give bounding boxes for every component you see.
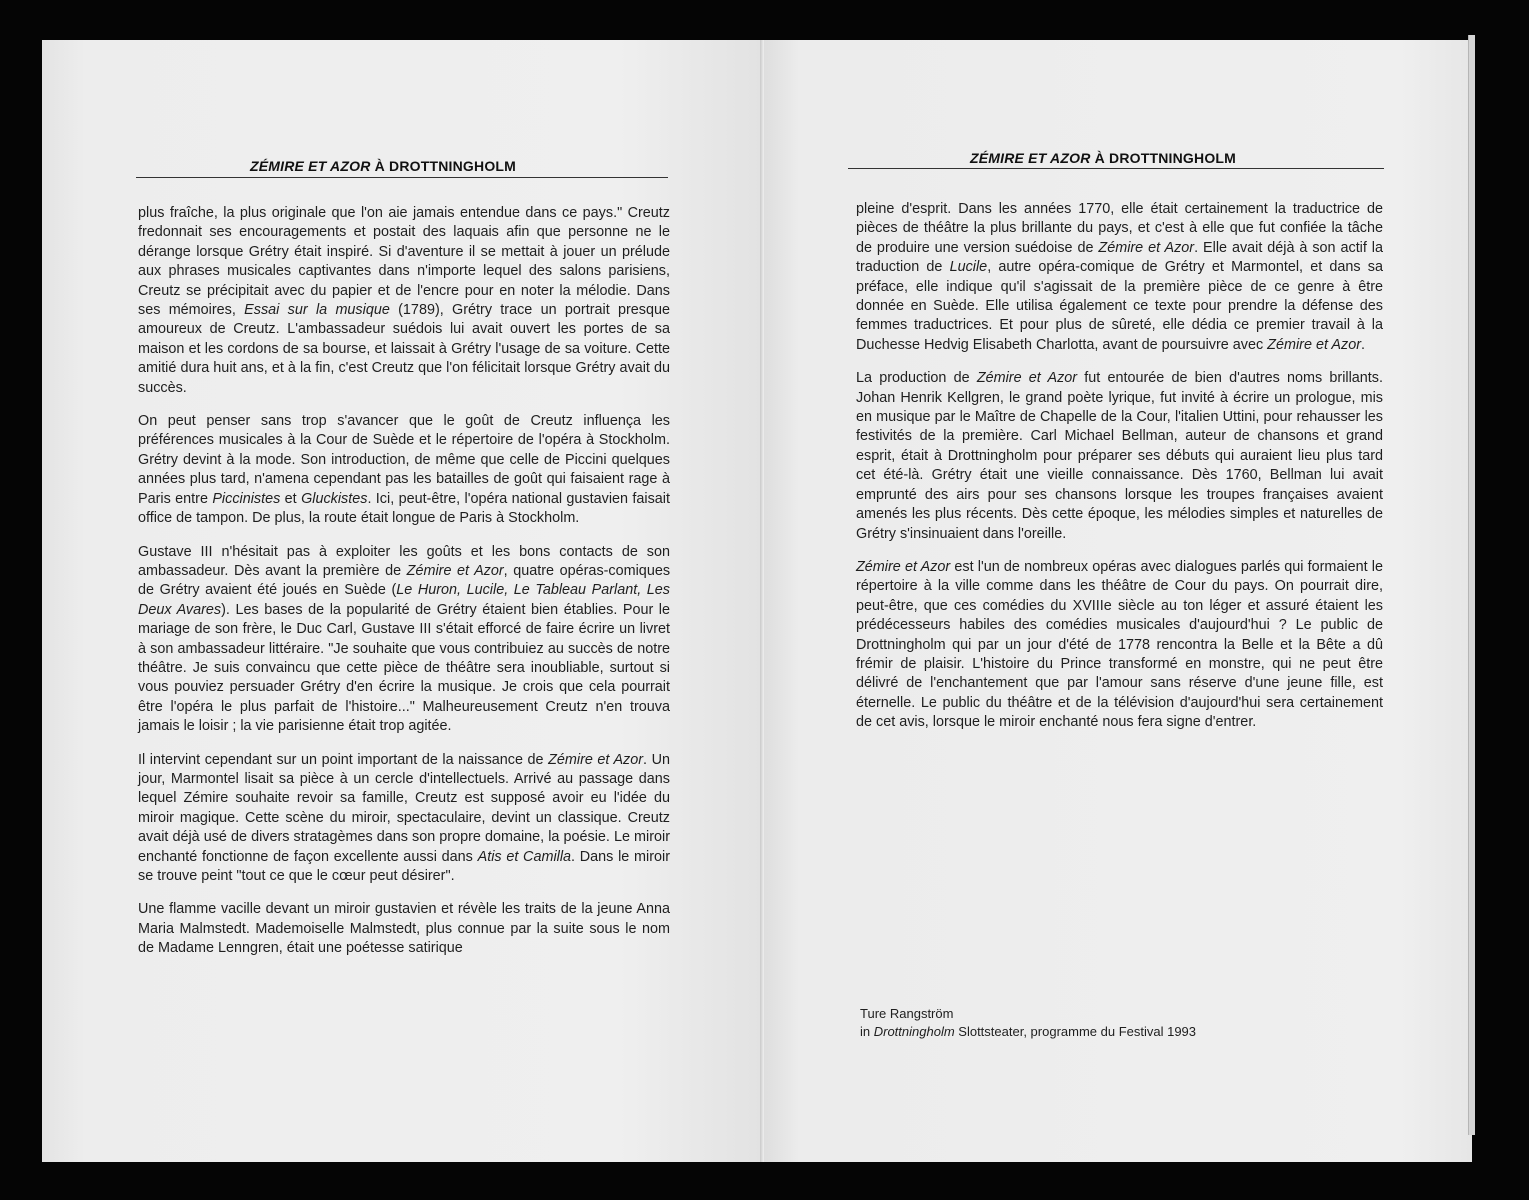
italic-text: Le Huron, Lucile, Le Tableau Parlant, Les Deux Avares (138, 582, 670, 618)
text-run: Une flamme vacille devant un miroir gustavien et révèle les traits de la jeune Anna Maria Malmstedt. Mademoiselle Malmstedt, plus connue par la suite sous le nom de Madame Lenngren, était une poétesse satirique (138, 901, 670, 957)
italic-text: Zémire et Azor (1098, 239, 1195, 256)
italic-text: Zémire et Azor (856, 558, 951, 575)
italic-text: Zémire et Azor (976, 370, 1078, 387)
paragraph (138, 204, 670, 398)
text-run: plus fraîche, la plus originale que l'on aie jamais entendue dans ce pays." Creutz fredonnait ses encouragements et postait des laquais afin que personne ne le dérange lorsque Grétry était inspiré. Si d'aventure il se mettait à jouer un prélude aux phrases musicales captivantes dans n'importe lequel des salons parisiens, Creutz se précipitait avec du papier et de l'encre pour en noter la mélodie. Dans ses mémoires, (138, 205, 670, 319)
text-run: . (1361, 336, 1365, 353)
right-page (764, 40, 1472, 1162)
italic-text: Zémire et Azor (406, 562, 504, 579)
text-run: , autre opéra-comique de Grétry et Marmontel, et dans sa préface, elle indique qu'il s'agissait de la première pièce de ce genre à être donnée en Suède. Elle utilisa également ce texte pour prendre la défense des femmes traductrices. Et pour plus de sûreté, elle dédia ce premier travail à la Duchesse Hedvig Elisabeth Charlotta, avant de poursuivre avec (856, 259, 1383, 353)
italic-text: Zémire et Azor (1267, 336, 1361, 353)
text-run: . Dans le miroir se trouve peint "tout ce que le cœur peut désirer". (138, 848, 671, 884)
running-head-title-rest: À DROTTNINGHOLM (1090, 150, 1237, 166)
running-head-title-rest: À DROTTNINGHOLM (370, 158, 517, 174)
running-head-title-italic: ZÉMIRE ET AZOR (250, 158, 371, 174)
italic-text: Essai sur la musique (244, 302, 390, 319)
signature-author: Ture Rangström (860, 1006, 954, 1021)
signature-source-rest: Slottsteater, programme du Festival 1993 (954, 1024, 1197, 1039)
paragraph (856, 369, 1383, 544)
right-text-column (856, 200, 1383, 747)
text-run: Gustave III n'hésitait pas à exploiter les goûts et les bons contacts de son ambassadeur. Dès avant la première de (138, 543, 670, 579)
text-run: Il intervint cependant sur un point important de la naissance de (138, 751, 549, 768)
italic-text: Gluckistes (301, 490, 368, 507)
left-running-head (250, 158, 516, 174)
text-run: fut entourée de bien d'autres noms brillants. Johan Henrik Kellgren, le grand poète lyrique, fut invité à écrire un prologue, mis en musique par le Maître de Chapelle de la Cour, l'italien Uttini, pour rehausser les festivités de la première. Carl Michael Bellman, auteur de chansons et grand esprit, était à Drottningholm pour préparer ses débuts qui auraient lieu plus tard cet été-là. Grétry était une vieille connaissance. Dès 1760, Bellman lui avait emprunté des airs pour ses chansons lorsque les troupes françaises avaient amenés les plus récents. Dès cette époque, les mélodies simples et naturelles de Grétry s'insinuaient dans l'oreille. (856, 370, 1383, 542)
paragraph (138, 751, 670, 887)
running-head-title-italic: ZÉMIRE ET AZOR (970, 150, 1091, 166)
text-run: . Un jour, Marmontel lisait sa pièce à un cercle d'intellectuels. Arrivé au passage dans lequel Zémire souhaite revoir sa famille, Creutz est supposé avoir eu l'idée du miroir magique. Cette scène du miroir, spectaculaire, devint un classique. Creutz avait déjà usé de divers stratagèmes dans son propre domaine, la poésie. Le miroir enchanté fonctionne de façon excellente aussi dans (138, 751, 670, 865)
text-run: pleine d'esprit. Dans les années 1770, elle était certainement la traductrice de pièces de théâtre la plus brillante du pays, et c'est à elle que fut confiée la tâche de produire une version suédoise de (856, 201, 1383, 256)
paragraph (138, 412, 670, 528)
left-head-rule (136, 177, 668, 178)
italic-text: Atis et Camilla (477, 848, 572, 865)
text-run: , quatre opéras-comiques de Grétry avaient été joués en Suède ( (138, 562, 671, 599)
text-run: est l'un de nombreux opéras avec dialogues parlés qui formaient le répertoire à la ville comme dans les théâtre de Cour du pays. On pourrait dire, peut-être, que ces comédies du XVIIIe siècle au ton léger et assuré étaient les prédécesseurs habiles des comédies musicales d'aujourd'hui ? Le public de Drottningholm qui par un jour d'été de 1778 rencontra la Belle et la Bête a dû frémir de plaisir. L'histoire du Prince transformé en monstre, qui ne peut être délivré de l'enchantement que par l'amour sans réserve d'une jeune fille, est éternelle. Le public du théâtre et de la télévision d'aujourd'hui sera certainement de cet avis, lorsque le miroir enchanté nous fera signe d'entrer. (856, 558, 1383, 731)
article-signature (860, 1005, 1380, 1041)
right-running-head (970, 150, 1236, 166)
italic-text: Lucile (949, 259, 988, 276)
right-head-rule (848, 168, 1384, 169)
text-run: On peut penser sans trop s'avancer que le goût de Creutz influença les préférences musicales à la Cour de Suède et le répertoire de l'opéra à Stockholm. Grétry devint à la mode. Son introduction, de même que celle de Piccini quelques années plus tard, n'amena cependant pas les batailles de goût qui faisaient rage à Paris entre (138, 413, 670, 507)
paragraph (138, 900, 670, 958)
right-page-edge (1468, 35, 1475, 1135)
paragraph (856, 200, 1383, 355)
paragraph (856, 558, 1383, 733)
paragraph (138, 543, 670, 737)
text-run: (1789), Grétry trace un portrait presque amoureux de Creutz. L'ambassadeur suédois lui avait ouvert les portes de sa maison et les cordons de sa bourse, et laissait à Grétry l'usage de sa voiture. Cette amitié dura huit ans, et à la fin, c'est Creutz que l'on félicitait lorsque Grétry avait du succès. (138, 302, 670, 396)
text-run: et (280, 490, 302, 507)
text-run: La production de (856, 370, 977, 387)
text-run: . Ici, peut-être, l'opéra national gustavien faisait office de tampon. De plus, la route était longue de Paris à Stockholm. (138, 490, 670, 527)
left-page (42, 40, 764, 1162)
text-run: ). Les bases de la popularité de Grétry étaient bien établies. Pour le mariage de son frère, le Duc Carl, Gustave III s'était efforcé de faire écrire un livret à son ambassadeur littéraire. "Je souhaite que vous contribuiez au succès de notre théâtre. Je suis convaincu que cette pièce de théâtre sera inoubliable, surtout si vous pouviez persuader Grétry d'en écrire la musique. Je crois que cela pourrait être l'opéra le plus parfait de l'histoire..." Malheureusement Creutz n'en trouva jamais le loisir ; la vie parisienne était trop agitée. (138, 601, 670, 735)
signature-source-prefix: in (860, 1024, 874, 1039)
signature-source-italic: Drottningholm (873, 1024, 955, 1039)
text-run: . Elle avait déjà à son actif la traduction de (856, 239, 1384, 276)
left-text-column (138, 204, 670, 973)
signature-source (860, 1023, 1380, 1041)
italic-text: Piccinistes (212, 490, 281, 507)
italic-text: Zémire et Azor (548, 751, 644, 768)
